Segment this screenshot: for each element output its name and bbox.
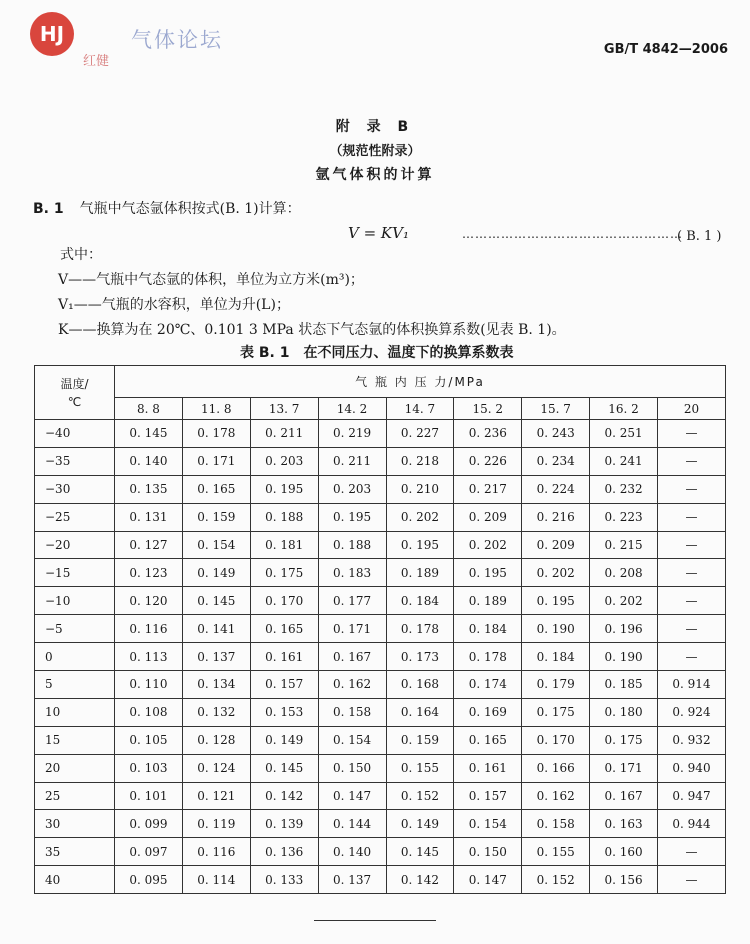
formula-leader: …………………………………………… (462, 227, 683, 241)
temperature-cell: 20 (35, 754, 115, 782)
coefficient-cell: 0. 180 (590, 698, 658, 726)
coefficient-cell: 0. 150 (318, 754, 386, 782)
coefficient-cell: 0. 165 (250, 615, 318, 643)
coefficient-cell: 0. 120 (115, 587, 183, 615)
coefficient-cell: 0. 243 (522, 420, 590, 448)
coefficient-cell: 0. 157 (250, 671, 318, 699)
coefficient-cell: 0. 219 (318, 420, 386, 448)
pressure-col-header: 8. 8 (115, 398, 183, 420)
table-caption (240, 342, 513, 362)
coefficient-cell: 0. 162 (318, 671, 386, 699)
coefficient-cell: 0. 251 (590, 420, 658, 448)
coefficient-cell: 0. 145 (250, 754, 318, 782)
temperature-cell: 30 (35, 810, 115, 838)
coefficient-cell: 0. 202 (454, 531, 522, 559)
coefficient-cell: 0. 149 (182, 559, 250, 587)
standard-number: GB/T 4842—2006 (603, 42, 728, 57)
coefficient-cell: 0. 217 (454, 475, 522, 503)
where-label: 式中： (60, 247, 102, 263)
coefficient-cell: 0. 149 (250, 726, 318, 754)
coefficient-cell: 0. 119 (182, 810, 250, 838)
coefficient-cell: 0. 144 (318, 810, 386, 838)
coefficient-cell: 0. 132 (182, 698, 250, 726)
coefficient-cell: 0. 157 (454, 782, 522, 810)
temperature-cell: −40 (35, 420, 115, 448)
coefficient-cell: 0. 175 (590, 726, 658, 754)
temperature-cell: 40 (35, 866, 115, 894)
table-row (35, 475, 726, 503)
coefficient-cell: 0. 210 (386, 475, 454, 503)
pressure-col-header: 13. 7 (250, 398, 318, 420)
coefficient-cell: 0. 190 (522, 615, 590, 643)
equation-number: ( B. 1 ) (677, 229, 722, 244)
coefficient-cell: 0. 154 (318, 726, 386, 754)
temperature-cell: −10 (35, 587, 115, 615)
coefficient-cell: — (658, 420, 726, 448)
coefficient-cell: 0. 133 (250, 866, 318, 894)
temperature-cell: 35 (35, 838, 115, 866)
coefficient-cell: 0. 154 (182, 531, 250, 559)
coefficient-cell: 0. 108 (115, 698, 183, 726)
appendix-heading: 氩气体积的计算 (315, 167, 435, 183)
coefficient-cell: 0. 150 (454, 838, 522, 866)
coefficient-cell: 0. 203 (250, 447, 318, 475)
coefficient-cell: 0. 169 (454, 698, 522, 726)
coefficient-cell: 0. 189 (386, 559, 454, 587)
coefficient-cell: 0. 161 (250, 643, 318, 671)
coefficient-cell: 0. 190 (590, 643, 658, 671)
coefficient-cell: 0. 216 (522, 503, 590, 531)
pressure-col-header: 14. 7 (386, 398, 454, 420)
coefficient-cell: — (658, 559, 726, 587)
coefficient-cell: 0. 123 (115, 559, 183, 587)
coefficient-cell: 0. 167 (590, 782, 658, 810)
coefficient-cell: 0. 173 (386, 643, 454, 671)
table-row (35, 503, 726, 531)
temperature-cell: 0 (35, 643, 115, 671)
coefficient-cell: 0. 145 (115, 420, 183, 448)
coefficient-cell: 0. 136 (250, 838, 318, 866)
table-row (35, 866, 726, 894)
coefficient-cell: 0. 209 (454, 503, 522, 531)
coefficient-cell: 0. 940 (658, 754, 726, 782)
coefficient-cell: — (658, 475, 726, 503)
coefficient-cell: 0. 189 (454, 587, 522, 615)
coefficient-cell: 0. 137 (182, 643, 250, 671)
coefficient-cell: 0. 208 (590, 559, 658, 587)
coefficient-cell: 0. 177 (318, 587, 386, 615)
coefficient-cell: — (658, 838, 726, 866)
table-row (35, 838, 726, 866)
coefficient-cell: 0. 195 (250, 475, 318, 503)
coefficient-cell: 0. 202 (386, 503, 454, 531)
coefficient-cell: — (658, 531, 726, 559)
temperature-cell: 25 (35, 782, 115, 810)
coefficient-cell: 0. 164 (386, 698, 454, 726)
coefficient-cell: 0. 184 (522, 643, 590, 671)
section-text: 气瓶中气态氩体积按式(B. 1)计算： (79, 201, 301, 217)
coefficient-cell: — (658, 503, 726, 531)
definition-v1: V₁——气瓶的水容积，单位为升(L)； (58, 297, 290, 313)
temperature-cell: 5 (35, 671, 115, 699)
temperature-cell: −15 (35, 559, 115, 587)
coefficient-cell: 0. 134 (182, 671, 250, 699)
pressure-col-header: 15. 2 (454, 398, 522, 420)
coefficient-cell: 0. 241 (590, 447, 658, 475)
pressure-header: 气 瓶 内 压 力/MPa (115, 366, 726, 398)
coefficient-cell: 0. 139 (250, 810, 318, 838)
temperature-header (35, 366, 115, 420)
coefficient-cell: 0. 152 (386, 782, 454, 810)
coefficient-cell: 0. 156 (590, 866, 658, 894)
pressure-values-row (35, 398, 726, 420)
table-row (35, 671, 726, 699)
logo-letters: HJ (39, 22, 65, 46)
coefficient-cell: 0. 218 (386, 447, 454, 475)
coefficient-cell: 0. 110 (115, 671, 183, 699)
coefficient-cell: 0. 099 (115, 810, 183, 838)
coefficient-cell: 0. 095 (115, 866, 183, 894)
table-row (35, 754, 726, 782)
coefficient-cell: — (658, 615, 726, 643)
temperature-cell: −30 (35, 475, 115, 503)
coefficient-cell: 0. 188 (318, 531, 386, 559)
coefficient-cell: 0. 184 (454, 615, 522, 643)
coefficient-cell: 0. 175 (250, 559, 318, 587)
coefficient-cell: 0. 171 (590, 754, 658, 782)
coefficient-cell: 0. 178 (386, 615, 454, 643)
pressure-col-header: 11. 8 (182, 398, 250, 420)
coefficient-cell: 0. 944 (658, 810, 726, 838)
coefficient-cell: 0. 196 (590, 615, 658, 643)
coefficient-cell: 0. 152 (522, 866, 590, 894)
coefficient-cell: 0. 168 (386, 671, 454, 699)
coefficient-cell: 0. 155 (522, 838, 590, 866)
coefficient-cell: 0. 145 (386, 838, 454, 866)
coefficient-cell: 0. 178 (182, 420, 250, 448)
coefficient-cell: 0. 234 (522, 447, 590, 475)
coefficient-cell: 0. 149 (386, 810, 454, 838)
coefficient-cell: 0. 223 (590, 503, 658, 531)
coefficient-cell: 0. 145 (182, 587, 250, 615)
coefficient-cell: 0. 137 (318, 866, 386, 894)
coefficient-cell: 0. 185 (590, 671, 658, 699)
coefficient-cell: 0. 155 (386, 754, 454, 782)
coefficient-cell: 0. 113 (115, 643, 183, 671)
table-row (35, 531, 726, 559)
pressure-col-header: 15. 7 (522, 398, 590, 420)
coefficient-cell: 0. 195 (318, 503, 386, 531)
appendix-title: 附 录 B (335, 119, 415, 135)
definition-v: V——气瓶中气态氩的体积，单位为立方米(m³)； (58, 272, 364, 288)
coefficient-cell: 0. 135 (115, 475, 183, 503)
coefficient-cell: 0. 171 (182, 447, 250, 475)
coefficient-cell: — (658, 447, 726, 475)
coefficient-cell: 0. 142 (250, 782, 318, 810)
coefficient-cell: 0. 195 (454, 559, 522, 587)
coefficient-cell: 0. 131 (115, 503, 183, 531)
coefficient-cell: — (658, 643, 726, 671)
coefficient-cell: 0. 147 (318, 782, 386, 810)
temperature-cell: −35 (35, 447, 115, 475)
coefficient-cell: 0. 195 (522, 587, 590, 615)
conversion-table (34, 365, 726, 894)
temperature-cell: −5 (35, 615, 115, 643)
coefficient-cell: 0. 142 (386, 866, 454, 894)
coefficient-cell: 0. 167 (318, 643, 386, 671)
coefficient-cell: 0. 105 (115, 726, 183, 754)
coefficient-cell: 0. 232 (590, 475, 658, 503)
coefficient-cell: 0. 159 (386, 726, 454, 754)
table-row (35, 420, 726, 448)
formula: V = KV₁ (348, 224, 409, 242)
coefficient-cell: 0. 153 (250, 698, 318, 726)
coefficient-cell: 0. 170 (250, 587, 318, 615)
coefficient-cell: — (658, 866, 726, 894)
pressure-col-header: 14. 2 (318, 398, 386, 420)
temperature-cell: 15 (35, 726, 115, 754)
coefficient-cell: 0. 116 (182, 838, 250, 866)
table-row (35, 587, 726, 615)
coefficient-cell: 0. 140 (115, 447, 183, 475)
temperature-cell: −20 (35, 531, 115, 559)
coefficient-cell: 0. 121 (182, 782, 250, 810)
footer-rule (314, 920, 436, 921)
temperature-cell: −25 (35, 503, 115, 531)
table-row (35, 447, 726, 475)
pressure-col-header: 20 (658, 398, 726, 420)
coefficient-cell: 0. 163 (590, 810, 658, 838)
temperature-header-label: 温度/ (60, 376, 89, 391)
coefficient-cell: 0. 127 (115, 531, 183, 559)
coefficient-cell: 0. 203 (318, 475, 386, 503)
coefficient-cell: 0. 158 (522, 810, 590, 838)
coefficient-cell: 0. 165 (182, 475, 250, 503)
table-row (35, 698, 726, 726)
coefficient-cell: 0. 162 (522, 782, 590, 810)
coefficient-cell: 0. 161 (454, 754, 522, 782)
coefficient-cell: 0. 160 (590, 838, 658, 866)
table-row (35, 726, 726, 754)
coefficient-cell: 0. 154 (454, 810, 522, 838)
coefficient-cell: 0. 211 (250, 420, 318, 448)
coefficient-cell: 0. 103 (115, 754, 183, 782)
coefficient-cell: 0. 181 (250, 531, 318, 559)
site-logo (28, 10, 228, 68)
coefficient-cell: 0. 202 (590, 587, 658, 615)
temperature-cell: 10 (35, 698, 115, 726)
coefficient-cell: 0. 114 (182, 866, 250, 894)
coefficient-cell: 0. 947 (658, 782, 726, 810)
coefficient-cell: 0. 174 (454, 671, 522, 699)
table-row (35, 643, 726, 671)
coefficient-cell: — (658, 587, 726, 615)
section-number: B. 1 (33, 201, 64, 217)
table-row (35, 782, 726, 810)
coefficient-cell: 0. 226 (454, 447, 522, 475)
table-title: 在不同压力、温度下的换算系数表 (303, 345, 514, 361)
appendix-subtitle: （规范性附录） (329, 144, 421, 159)
coefficient-cell: 0. 147 (454, 866, 522, 894)
coefficient-cell: 0. 101 (115, 782, 183, 810)
logo-title: 气体论坛 (131, 28, 223, 52)
coefficient-cell: 0. 175 (522, 698, 590, 726)
definition-k: K——换算为在 20℃、0.101 3 MPa 状态下气态氩的体积换算系数(见表 B. 1)。 (58, 322, 566, 338)
coefficient-cell: 0. 236 (454, 420, 522, 448)
coefficient-cell: 0. 211 (318, 447, 386, 475)
table-row (35, 810, 726, 838)
coefficient-cell: 0. 141 (182, 615, 250, 643)
coefficient-cell: 0. 128 (182, 726, 250, 754)
coefficient-cell: 0. 097 (115, 838, 183, 866)
coefficient-cell: 0. 116 (115, 615, 183, 643)
pressure-col-header: 16. 2 (590, 398, 658, 420)
coefficient-cell: 0. 202 (522, 559, 590, 587)
table-row (35, 615, 726, 643)
coefficient-cell: 0. 227 (386, 420, 454, 448)
coefficient-cell: 0. 140 (318, 838, 386, 866)
table-row (35, 559, 726, 587)
logo-mark-icon (28, 10, 76, 58)
coefficient-cell: 0. 124 (182, 754, 250, 782)
coefficient-cell: 0. 184 (386, 587, 454, 615)
coefficient-cell: 0. 195 (386, 531, 454, 559)
coefficient-cell: 0. 171 (318, 615, 386, 643)
coefficient-cell: 0. 178 (454, 643, 522, 671)
coefficient-cell: 0. 179 (522, 671, 590, 699)
table-number: 表 B. 1 (240, 345, 290, 361)
coefficient-cell: 0. 932 (658, 726, 726, 754)
section-b1 (33, 198, 301, 218)
coefficient-cell: 0. 209 (522, 531, 590, 559)
coefficient-cell: 0. 183 (318, 559, 386, 587)
coefficient-cell: 0. 924 (658, 698, 726, 726)
coefficient-cell: 0. 914 (658, 671, 726, 699)
coefficient-cell: 0. 158 (318, 698, 386, 726)
coefficient-cell: 0. 159 (182, 503, 250, 531)
coefficient-cell: 0. 166 (522, 754, 590, 782)
logo-subtitle: 红健 (83, 54, 110, 69)
table-body (35, 420, 726, 894)
coefficient-cell: 0. 165 (454, 726, 522, 754)
coefficient-cell: 0. 215 (590, 531, 658, 559)
coefficient-cell: 0. 170 (522, 726, 590, 754)
coefficient-cell: 0. 188 (250, 503, 318, 531)
temperature-header-unit: ℃ (67, 394, 82, 409)
coefficient-cell: 0. 224 (522, 475, 590, 503)
